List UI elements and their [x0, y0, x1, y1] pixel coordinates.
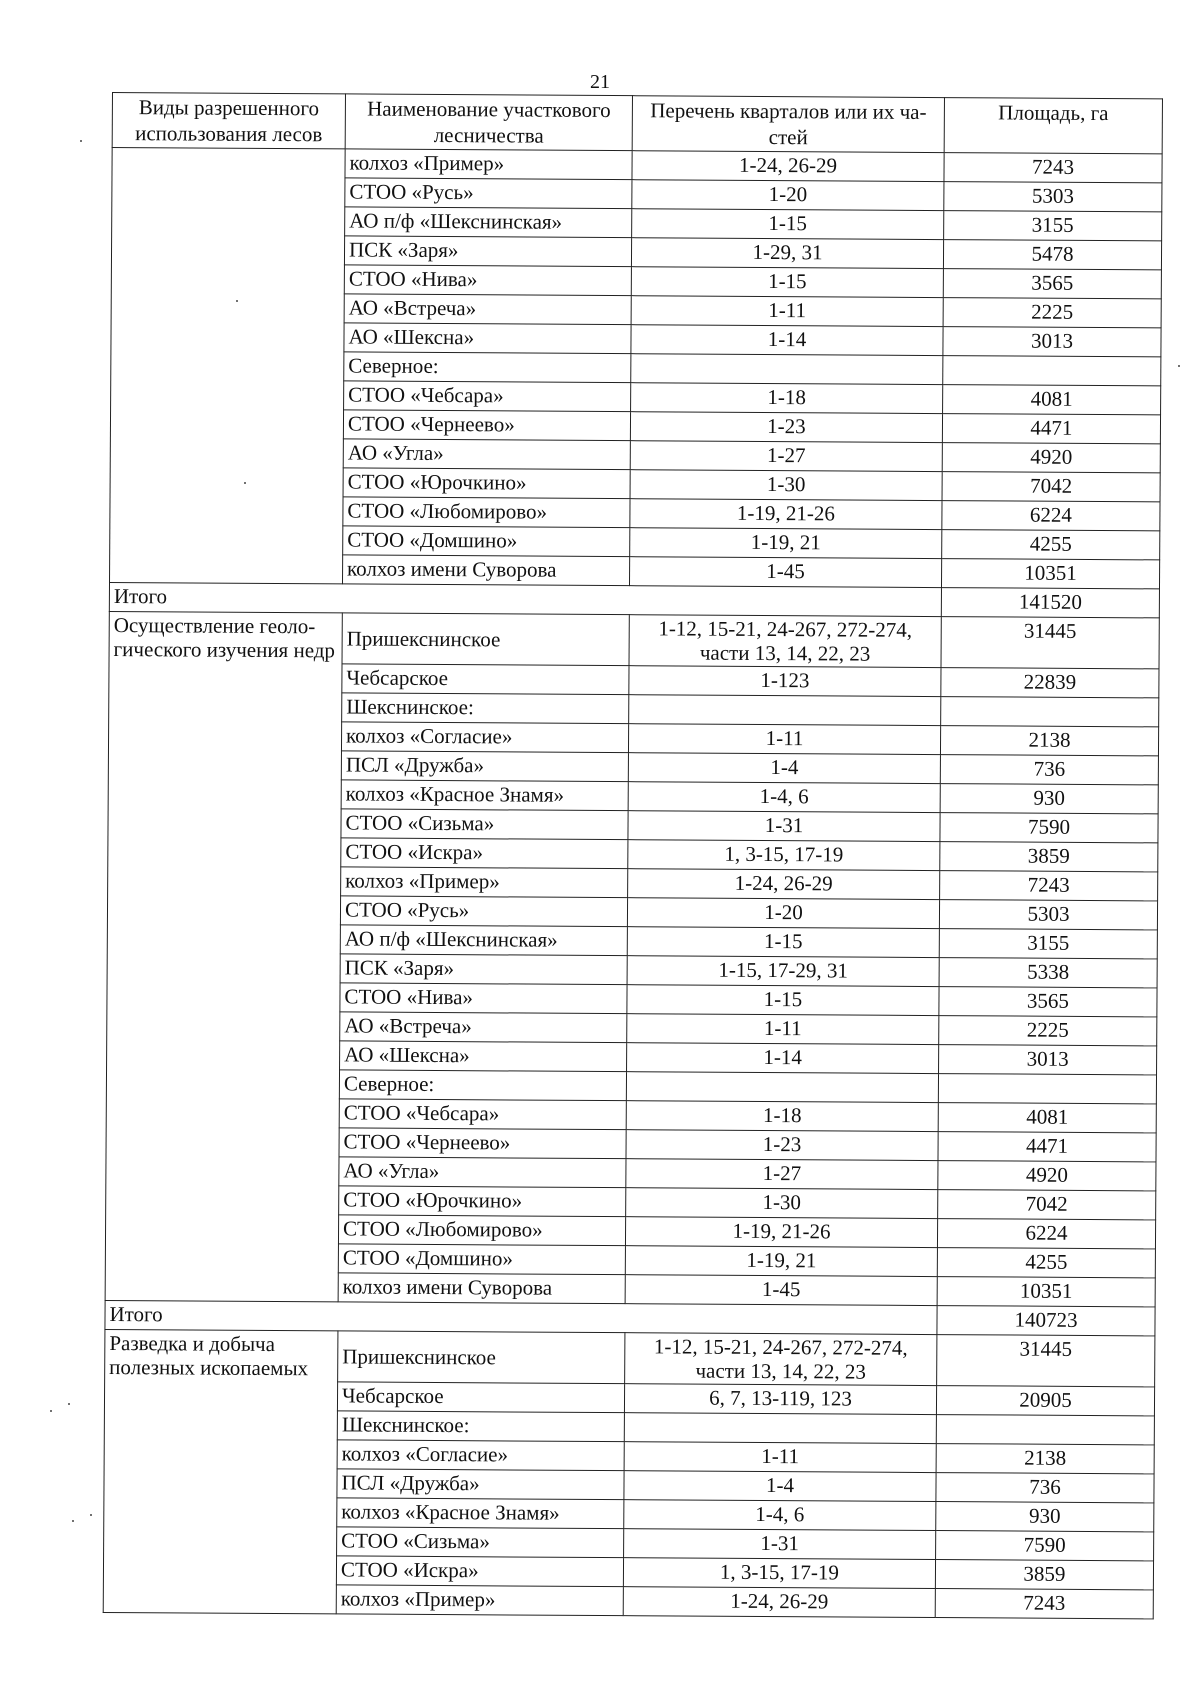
area-cell: 10351	[941, 559, 1159, 589]
forestry-cell: колхоз «Пример»	[345, 149, 632, 180]
quarters-cell: 1-45	[629, 557, 941, 588]
forestry-cell: СТОО «Нива»	[340, 983, 627, 1014]
forestry-cell: СТОО «Сизьма»	[341, 809, 628, 840]
use-type-cell: Осуществление геоло-гического изучения недр	[105, 611, 342, 1301]
table-row	[112, 148, 1162, 183]
forestry-cell: АО «Угла»	[339, 1157, 626, 1188]
forest-use-table	[103, 92, 1163, 1619]
area-cell: 3013	[943, 327, 1161, 357]
quarters-cell	[626, 1072, 938, 1103]
area-cell: 7243	[935, 1589, 1153, 1619]
quarters-cell: 1-24, 26-29	[628, 869, 940, 900]
header-row	[112, 93, 1162, 154]
forestry-cell: СТОО «Любомирово»	[338, 1215, 625, 1246]
scan-speck	[90, 1514, 92, 1516]
forestry-cell: СТОО «Русь»	[345, 178, 632, 209]
quarters-cell	[629, 695, 941, 726]
forestry-cell: СТОО «Юрочкино»	[343, 468, 630, 499]
quarters-cell: 1-11	[631, 296, 943, 327]
quarters-cell: 1-31	[628, 811, 940, 842]
forestry-cell: СТОО «Юрочкино»	[339, 1186, 626, 1217]
forestry-cell: СТОО «Искра»	[336, 1556, 623, 1587]
area-cell: 22839	[941, 668, 1159, 698]
quarters-cell: 1-4, 6	[624, 1500, 936, 1531]
quarters-cell: 1-123	[629, 666, 941, 697]
quarters-cell: 1-15	[627, 927, 939, 958]
total-label: Итого	[109, 582, 941, 616]
quarters-cell: 1-11	[627, 1014, 939, 1045]
forestry-cell: СТОО «Русь»	[340, 896, 627, 927]
quarters-cell: 1-19, 21	[630, 528, 942, 559]
header-quarters: Перечень кварталов или их ча-стей	[632, 96, 944, 153]
forestry-cell: АО п/ф «Шекснинская»	[340, 925, 627, 956]
forestry-cell: колхоз «Согласие»	[341, 722, 628, 753]
quarters-cell: 1-14	[627, 1043, 939, 1074]
area-cell	[943, 356, 1161, 386]
forestry-cell: колхоз «Красное Знамя»	[337, 1498, 624, 1529]
area-cell: 31445	[941, 617, 1159, 669]
document-body	[103, 92, 1162, 1619]
forestry-cell: СТОО «Чернеево»	[343, 410, 630, 441]
area-cell: 3013	[939, 1045, 1157, 1075]
forestry-cell: АО п/ф «Шекснинская»	[345, 207, 632, 238]
quarters-cell: 1-15	[631, 267, 943, 298]
scan-speck	[244, 482, 246, 484]
quarters-cell: 1, 3-15, 17-19	[628, 840, 940, 871]
quarters-cell: 1-19, 21-26	[625, 1217, 937, 1248]
forestry-cell: колхоз «Пример»	[341, 867, 628, 898]
use-type-cell: Разведка и добыча полезных ископаемых	[103, 1329, 338, 1613]
forestry-cell: ПСК «Заря»	[344, 236, 631, 267]
forestry-cell: СТОО «Любомирово»	[343, 497, 630, 528]
area-cell: 4471	[938, 1132, 1156, 1162]
area-cell: 10351	[937, 1277, 1155, 1307]
quarters-cell	[624, 1413, 936, 1444]
forestry-cell: АО «Шексна»	[344, 323, 631, 354]
area-cell: 2138	[936, 1444, 1154, 1474]
forestry-cell: колхоз «Пример»	[336, 1585, 623, 1616]
quarters-cell: 1-24, 26-29	[632, 151, 944, 182]
area-cell: 3565	[943, 269, 1161, 299]
area-cell: 2225	[943, 298, 1161, 328]
quarters-cell: 1-4, 6	[628, 782, 940, 813]
area-cell: 736	[940, 755, 1158, 785]
forestry-cell: АО «Встреча»	[344, 294, 631, 325]
header-use-type: Виды разрешенного использования лесов	[112, 93, 345, 149]
forestry-cell: ПСК «Заря»	[340, 954, 627, 985]
area-cell	[936, 1415, 1154, 1445]
scan-speck	[72, 1520, 74, 1522]
forestry-cell: колхоз «Согласие»	[337, 1440, 624, 1471]
section-mining	[103, 1329, 1155, 1618]
scan-speck	[80, 140, 82, 142]
area-cell: 4255	[942, 530, 1160, 560]
area-cell: 4920	[942, 443, 1160, 473]
forestry-cell: Шекснинское:	[342, 693, 629, 724]
forestry-cell: АО «Встреча»	[340, 1012, 627, 1043]
area-cell: 930	[936, 1502, 1154, 1532]
quarters-cell: 1-27	[626, 1159, 938, 1190]
quarters-cell: 1-19, 21	[625, 1246, 937, 1277]
forestry-cell: СТОО «Чебсара»	[344, 381, 631, 412]
forestry-cell: АО «Угла»	[343, 439, 630, 470]
quarters-cell: 1-18	[626, 1101, 938, 1132]
area-cell: 3859	[935, 1560, 1153, 1590]
scan-speck	[50, 1410, 52, 1412]
area-cell: 3155	[939, 929, 1157, 959]
forestry-cell: СТОО «Домшино»	[338, 1244, 625, 1275]
total-area: 140723	[937, 1306, 1155, 1336]
page-number: 21	[590, 71, 610, 93]
quarters-cell: 1-23	[626, 1130, 938, 1161]
forestry-cell: Пришекснинское	[338, 1331, 625, 1384]
quarters-cell: 1-11	[628, 724, 940, 755]
quarters-cell: 1-11	[624, 1442, 936, 1473]
forestry-cell: СТОО «Чернеево»	[339, 1128, 626, 1159]
forestry-cell: Северное:	[344, 352, 631, 383]
area-cell: 3859	[940, 842, 1158, 872]
forestry-cell: СТОО «Искра»	[341, 838, 628, 869]
quarters-cell: 1-20	[632, 180, 944, 211]
area-cell: 3155	[944, 211, 1162, 241]
forestry-cell: Чебсарское	[337, 1382, 624, 1413]
area-cell: 930	[940, 784, 1158, 814]
area-cell: 5338	[939, 958, 1157, 988]
quarters-cell: 1-15, 17-29, 31	[627, 956, 939, 987]
quarters-cell	[631, 354, 943, 385]
area-cell: 2225	[939, 1016, 1157, 1046]
quarters-cell: 1-4	[624, 1471, 936, 1502]
area-cell: 4081	[943, 385, 1161, 415]
area-cell: 2138	[940, 726, 1158, 756]
quarters-cell: 1-30	[630, 470, 942, 501]
quarters-cell: 1-45	[625, 1275, 937, 1306]
forestry-cell: Шекснинское:	[337, 1411, 624, 1442]
forestry-cell: колхоз имени Суворова	[338, 1273, 625, 1304]
scan-speck	[236, 300, 238, 302]
forestry-cell: ПСЛ «Дружба»	[337, 1469, 624, 1500]
area-cell: 4081	[938, 1103, 1156, 1133]
area-cell: 6224	[937, 1219, 1155, 1249]
area-cell	[941, 697, 1159, 727]
area-cell	[938, 1074, 1156, 1104]
forestry-cell: СТОО «Чебсара»	[339, 1099, 626, 1130]
quarters-cell: 1-12, 15-21, 24-267, 272-274, части 13, 14, 22, 23	[629, 615, 941, 668]
header-forestry: Наименование участкового лесничества	[345, 94, 632, 151]
quarters-cell: 1-20	[627, 898, 939, 929]
area-cell: 7590	[940, 813, 1158, 843]
quarters-cell: 1-4	[628, 753, 940, 784]
forestry-cell: СТОО «Нива»	[344, 265, 631, 296]
area-cell: 7243	[944, 153, 1162, 183]
quarters-cell: 1, 3-15, 17-19	[623, 1558, 935, 1589]
quarters-cell: 1-24, 26-29	[623, 1587, 935, 1618]
quarters-cell: 1-31	[624, 1529, 936, 1560]
area-cell: 736	[936, 1473, 1154, 1503]
forestry-cell: Северное:	[339, 1070, 626, 1101]
area-cell: 20905	[936, 1386, 1154, 1416]
forestry-cell: СТОО «Домшино»	[343, 526, 630, 557]
section-continued	[110, 148, 1163, 589]
area-cell: 5303	[944, 182, 1162, 212]
area-cell: 4920	[938, 1161, 1156, 1191]
quarters-cell: 1-14	[631, 325, 943, 356]
area-cell: 7042	[942, 472, 1160, 502]
quarters-cell: 1-23	[630, 412, 942, 443]
quarters-cell: 6, 7, 13-119, 123	[624, 1384, 936, 1415]
area-cell: 3565	[939, 987, 1157, 1017]
area-cell: 7590	[936, 1531, 1154, 1561]
quarters-cell: 1-18	[631, 383, 943, 414]
forestry-cell: СТОО «Сизьма»	[337, 1527, 624, 1558]
area-cell: 4471	[942, 414, 1160, 444]
area-cell: 5303	[939, 900, 1157, 930]
header-area: Площадь, га	[944, 98, 1162, 154]
forestry-cell: ПСЛ «Дружба»	[341, 751, 628, 782]
quarters-cell: 1-29, 31	[631, 238, 943, 269]
forestry-cell: Чебсарское	[342, 664, 629, 695]
forestry-cell: Пришекснинское	[342, 613, 629, 666]
quarters-cell: 1-27	[630, 441, 942, 472]
total-area: 141520	[941, 588, 1159, 618]
quarters-cell: 1-19, 21-26	[630, 499, 942, 530]
forestry-cell: АО «Шексна»	[340, 1041, 627, 1072]
total-label: Итого	[105, 1300, 937, 1334]
table-row	[109, 611, 1159, 668]
quarters-cell: 1-15	[627, 985, 939, 1016]
table-row	[105, 1329, 1155, 1386]
forestry-cell: колхоз «Красное Знамя»	[341, 780, 628, 811]
section-geology	[105, 611, 1159, 1306]
area-cell: 6224	[942, 501, 1160, 531]
forestry-cell: колхоз имени Суворова	[342, 555, 629, 586]
quarters-cell: 1-30	[626, 1188, 938, 1219]
area-cell: 7243	[940, 871, 1158, 901]
area-cell: 7042	[938, 1190, 1156, 1220]
quarters-cell: 1-12, 15-21, 24-267, 272-274, части 13, 14, 22, 23	[625, 1333, 937, 1386]
area-cell: 4255	[937, 1248, 1155, 1278]
use-type-cell-empty	[110, 148, 346, 584]
scan-speck	[1178, 365, 1180, 367]
area-cell: 31445	[937, 1335, 1155, 1387]
scan-speck	[68, 1403, 70, 1405]
area-cell: 5478	[943, 240, 1161, 270]
quarters-cell: 1-15	[632, 209, 944, 240]
